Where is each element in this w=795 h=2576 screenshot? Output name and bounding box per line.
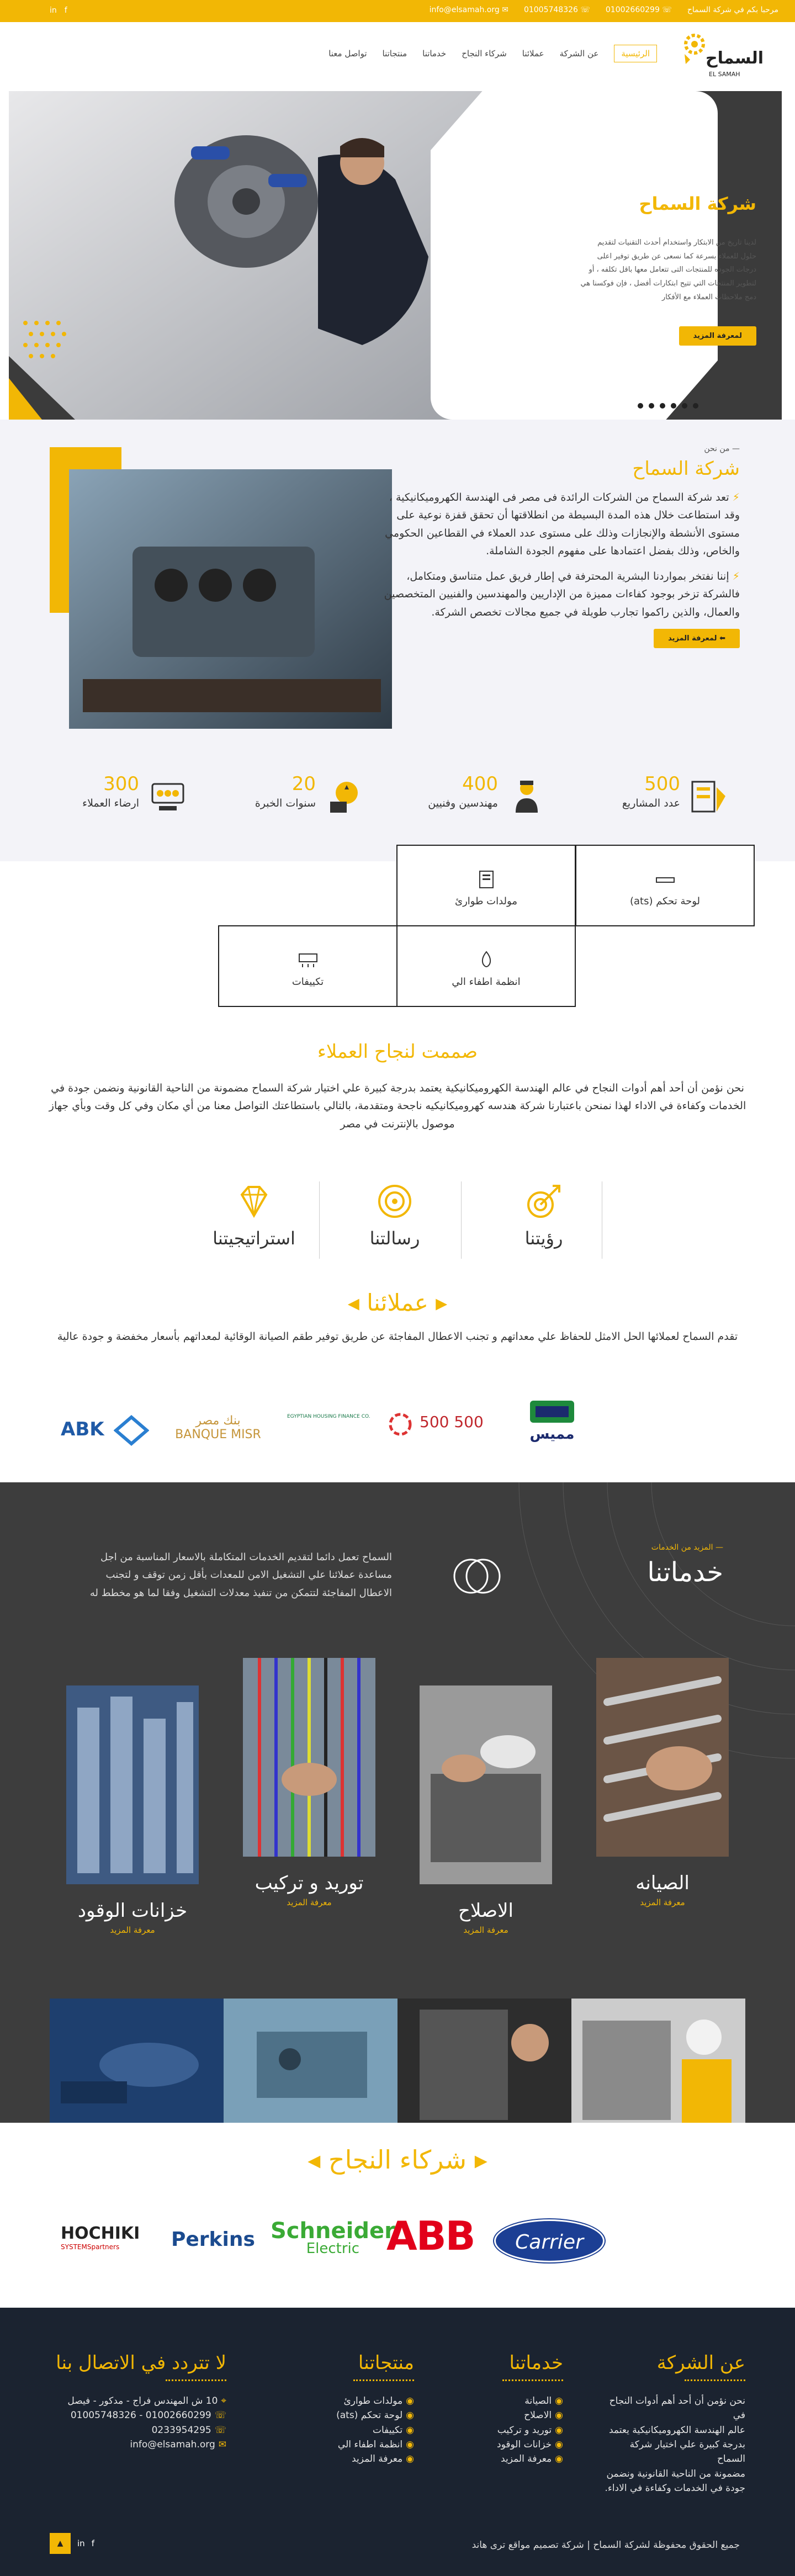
- satisfaction-icon: [148, 776, 188, 816]
- footer-email[interactable]: [50, 2437, 226, 2452]
- logo-text: السماح: [706, 49, 764, 68]
- site-logo[interactable]: [679, 28, 764, 83]
- top-email-text: info@elsamah.org: [429, 6, 500, 14]
- footer-contact: [50, 2352, 226, 2452]
- stat-experience-number: 20: [292, 773, 316, 795]
- service-maintenance-more[interactable]: معرفة المزيد: [640, 1897, 685, 1907]
- product-ac-label: تكييفات: [292, 976, 324, 988]
- schneider-sub-text: Electric: [306, 2240, 360, 2257]
- email-text: info@elsamah.org: [130, 2439, 215, 2451]
- circle-arrow-icon: ◉: [406, 2453, 414, 2465]
- circle-arrow-icon: ◉: [406, 2424, 414, 2436]
- value-mission: [326, 1181, 464, 1259]
- service-repair-more[interactable]: معرفة المزيد: [463, 1925, 508, 1935]
- partners-title-text: شركاء النجاح: [328, 2145, 467, 2175]
- envelope-icon: ✉: [218, 2439, 226, 2451]
- site-footer: [0, 2308, 795, 2576]
- gallery-photo-1: [50, 1999, 224, 2123]
- chevron-left-icon: ◂: [347, 1289, 359, 1316]
- hero-slider-dots[interactable]: [635, 397, 701, 414]
- link-text: مولدات طوارئ: [343, 2395, 403, 2407]
- product-ats-label: لوحة تحكم (ats): [629, 895, 701, 907]
- mechanic-photo-illustration: [9, 91, 486, 420]
- fire-system-icon: [475, 951, 497, 969]
- divider: [502, 2379, 563, 2382]
- divider: [685, 2379, 745, 2382]
- service-card-repair[interactable]: [420, 1685, 552, 1935]
- scroll-to-top-button[interactable]: ▲: [50, 2533, 71, 2554]
- client-logo-abk: [61, 1405, 149, 1449]
- product-fire-label: انظمة اطفاء الي: [452, 976, 521, 988]
- footer-product-link[interactable]: [304, 2437, 414, 2452]
- value-strategy: [185, 1181, 323, 1259]
- value-mission-label: رسالتنا: [369, 1228, 420, 1249]
- banque-misr-text: بنك مصر BANQUE MISR: [175, 1414, 261, 1441]
- phone-icon: ☏: [214, 2410, 226, 2421]
- service-photo-fuel-tanks: [66, 1685, 199, 1884]
- stat-projects-label: عدد المشاريع: [622, 797, 680, 809]
- works-title: [0, 1289, 795, 1316]
- footer-social: [50, 2533, 94, 2554]
- arrow-icon: ⬅: [717, 634, 725, 643]
- client-logo-egyptian-housing: EGYPTIAN HOUSING FINANCE CO.: [287, 1414, 370, 1419]
- circle-arrow-icon: ◉: [555, 2410, 563, 2421]
- footer-service-link[interactable]: [453, 2423, 563, 2437]
- client-logos: [55, 1394, 740, 1455]
- bolt-icon: ⚡: [732, 491, 740, 503]
- footer-product-link[interactable]: [304, 2408, 414, 2423]
- footer-about-line: بدرجة كبيرة علي اختيار شركة السماح: [629, 2439, 745, 2465]
- footer-service-link[interactable]: [453, 2394, 563, 2408]
- footer-phones[interactable]: [50, 2408, 226, 2423]
- about-button-label: لمعرفة المزيد: [668, 634, 717, 643]
- wrenches-photo: [596, 1658, 729, 1857]
- copyright-text: جميع الحقوق محفوظة لشركة السماح | شركة تصميم مواقع ترى هاند: [471, 2540, 740, 2551]
- link-text: الاصلاح: [524, 2410, 552, 2421]
- gallery-photo-4: [571, 1999, 745, 2123]
- linkedin-icon[interactable]: in: [77, 2538, 85, 2548]
- about-paragraph-2: [381, 568, 740, 621]
- circle-arrow-icon: ◉: [555, 2439, 563, 2451]
- nav-services[interactable]: خدماتنا: [422, 49, 447, 59]
- footer-product-link[interactable]: [304, 2423, 414, 2437]
- hero-description: لدينا تاريخ من الابتكار واستخدام أحدث التقنيات لتقديم حلول للعملاء بسرعة كما نسعى عن طريق توفير اعلى درجات الجوده للمنتجات التى تتعامل معها باقل تكلفه ، أو لتطوير المنتجات التي تتيح ابتكارات أفضل ، فإن فوكسنا هي دمج ملاحظات العملاء مع الأفكار: [580, 238, 756, 301]
- stat-satisfaction: [33, 773, 188, 823]
- phone-2-text: 01005748326: [523, 6, 578, 14]
- site-header: [0, 22, 795, 88]
- service-card-fuel-tanks[interactable]: [66, 1685, 199, 1935]
- circle-arrow-icon: ◉: [555, 2395, 563, 2407]
- client-logo-banque-misr: [168, 1404, 268, 1448]
- link-text: معرفة المزيد: [501, 2453, 552, 2465]
- logo-subtext: EL SAMAH: [709, 71, 740, 78]
- gallery-strip: [50, 1999, 745, 2123]
- chevron-right-icon: ▸: [436, 1289, 448, 1316]
- about-paragraph-1: [381, 489, 740, 560]
- phone-1-text: 01002660299: [605, 6, 660, 14]
- phone-icon: ☏: [214, 2424, 226, 2436]
- ats-panel-icon: [654, 870, 676, 889]
- about-learn-more-button[interactable]: [654, 629, 740, 648]
- value-vision-label: رؤيتنا: [524, 1228, 563, 1249]
- client-logo-500: [386, 1411, 486, 1449]
- services-tag-text: المزيد من الخدمات: [651, 1543, 713, 1552]
- nav-partners[interactable]: شركاء النجاح: [462, 49, 507, 59]
- service-card-supply[interactable]: [243, 1658, 375, 1907]
- stat-satisfaction-label: ارضاء العملاء: [82, 797, 139, 809]
- bullseye-icon: [375, 1181, 415, 1221]
- hero-photo: [9, 91, 486, 420]
- abk-mark-icon: [114, 1415, 149, 1446]
- works-title-text: عملائنا: [367, 1289, 428, 1316]
- service-photo-maintenance: [596, 1658, 729, 1857]
- footer-service-link[interactable]: [453, 2437, 563, 2452]
- nav-products[interactable]: منتجاتنا: [382, 49, 407, 59]
- hero-learn-more-button[interactable]: لمعرفة المزيد: [679, 326, 756, 346]
- top-email[interactable]: ✉ info@elsamah.org: [429, 6, 508, 14]
- footer-products: [304, 2352, 414, 2467]
- about-section: [0, 420, 795, 861]
- clients-section-description: نحن نؤمن أن أحد أهم أدوات النجاح في عالم الهندسة الكهروميكانيكية يعتمد بدرجة كبيرة علي اختيار شركة السماح مضمونة من الناحية القانونية ونضمن جودة في الخدمات وكفاءة في الاداء لهذا نمنحن باعتبارنا شركة هندسه كهروميكانيكيه ناجحة ومتقدمة، بالتالي باستطاعتك التواصل معنا من أي مكان وفي كل وقت وبأي جهاز موصول بالإنترنت في مصر: [49, 1082, 746, 1130]
- circle-arrow-icon: ◉: [406, 2410, 414, 2421]
- nav-home[interactable]: الرئيسية: [614, 45, 657, 62]
- about-title: شركة السماح: [632, 458, 740, 480]
- phone3-text: 0233954295: [151, 2424, 211, 2436]
- wiring-photo: [243, 1658, 375, 1857]
- services-tag: — المزيد من الخدمات: [651, 1543, 723, 1552]
- link-text: معرفة المزيد: [352, 2453, 403, 2465]
- circle-arrow-icon: ◉: [555, 2424, 563, 2436]
- link-text: انظمة اطفاء الي: [337, 2439, 403, 2451]
- link-text: تكييفات: [372, 2424, 403, 2436]
- location-pin-icon: ⌖: [221, 2395, 226, 2407]
- momis-text: مميس: [529, 1426, 575, 1443]
- stat-experience: [210, 773, 364, 823]
- circle-arrow-icon: ◉: [555, 2453, 563, 2465]
- about-p1-text: تعد شركة السماح من الشركات الرائدة فى مصر فى الهندسة الكهروميكانيكية ، وقد استطاعت خلال هذه المدة البسيطة من انطلاقتها أن تحقق قفزة نوعية على مستوى الأنشطة والإنجازات وذلك على مستوى عدد العملاء في القطاعين الحكومي والخاص، وذلك بفضل اعتمادها على مفهوم الجودة الشاملة.: [385, 491, 740, 557]
- footer-product-link[interactable]: [304, 2394, 414, 2408]
- service-photo-repair: [420, 1685, 552, 1884]
- stat-satisfaction-number: 300: [103, 773, 139, 795]
- stat-engineers: [392, 773, 547, 823]
- footer-services-title: خدماتنا: [509, 2352, 563, 2374]
- product-ac[interactable]: [218, 925, 398, 1007]
- service-supply-name: توريد و تركيب: [255, 1872, 364, 1894]
- engine-repair-photo: [420, 1685, 552, 1884]
- works-description: تقدم السماح لعملائها الحل الامثل للحفاظ علي معداتهم و تجنب الاعطال المفاجئة عن طريق توفير طقم الصيانة الوقائية لمعداتهم بأسعار مخفضة و جودة عالية: [57, 1331, 738, 1343]
- about-tag-text: من نحن: [704, 444, 730, 453]
- nav-contact[interactable]: تواصل معنا: [328, 49, 367, 59]
- service-photo-supply: [243, 1658, 375, 1857]
- 500-mark-icon: [386, 1411, 414, 1438]
- nav-clients[interactable]: عملائنا: [522, 49, 544, 59]
- about-p2-text: إننا نفتخر بمواردنا البشرية المحترفة في إطار فريق عمل متناسق ومتكامل، فالشركة تزخر بوجود كفاءات مميزة من الإداريين والمهندسين والفنيين المتخصصين والعمال، والذين راكموا تجارب طويلة في جميع مجالات تخصص الشركة.: [384, 570, 740, 618]
- value-strategy-label: استراتيجيتنا: [213, 1228, 295, 1249]
- footer-contact-title: لا تتردد في الاتصال بنا: [56, 2352, 226, 2374]
- link-text: لوحة تحكم (ats): [336, 2410, 403, 2421]
- stat-engineers-label: مهندسين وفنيين: [428, 797, 498, 809]
- bolt-icon: ⚡: [732, 570, 740, 583]
- phone-1[interactable]: ☏ 01002660299: [605, 6, 672, 14]
- phone-2[interactable]: ☏ 01005748326: [523, 6, 590, 14]
- footer-about-line: جودة في الخدمات وكفاءة في الاداء.: [605, 2483, 745, 2494]
- footer-phone-landline[interactable]: [50, 2423, 226, 2437]
- stat-experience-label: سنوات الخبرة: [255, 797, 316, 809]
- top-social: [50, 6, 67, 15]
- footer-about-line: مضمونة من الناحية القانونية ونضمن: [606, 2468, 745, 2479]
- product-generator-label: مولدات طوارئ: [455, 895, 517, 907]
- footer-service-link[interactable]: [453, 2408, 563, 2423]
- about-tag: — من نحن: [704, 444, 740, 453]
- projects-icon: [689, 776, 729, 816]
- facebook-icon[interactable]: f: [64, 6, 67, 15]
- footer-services: [453, 2352, 563, 2467]
- stat-projects: [574, 773, 729, 823]
- footer-about-line: نحن نؤمن أن أحد أهم أدوات النجاح في: [609, 2395, 745, 2421]
- hero-title: شركة السماح: [639, 193, 756, 214]
- partner-logo-perkins: Perkins: [171, 2228, 255, 2251]
- stat-engineers-number: 400: [462, 773, 498, 795]
- product-generator[interactable]: [396, 845, 576, 926]
- generator-icon: [475, 870, 497, 889]
- linkedin-icon[interactable]: in: [50, 6, 57, 15]
- top-contact-info: [430, 6, 778, 14]
- about-image: [50, 447, 392, 729]
- service-fuel-name: خزانات الوقود: [77, 1900, 188, 1922]
- hero-section: [0, 91, 795, 420]
- 500-text: 500 500: [420, 1413, 484, 1431]
- product-fire-system[interactable]: [396, 925, 576, 1007]
- services-description: السماح تعمل دائما لتقديم الخدمات المتكاملة بالاسعار المناسبة من اجل مساعدة عملائنا علي التشغيل الامن للمعدات بأقل زمن توقف و لتجنب الاعطال المفاجئة لتتمكن من تنفيذ معدلات التشغيل وفقا لما هو مخطط له: [89, 1551, 392, 1599]
- momis-mark-icon: [524, 1398, 580, 1426]
- link-text: خزانات الوقود: [497, 2439, 552, 2451]
- nav-about[interactable]: عن الشركة: [559, 49, 599, 59]
- service-fuel-more[interactable]: معرفة المزيد: [110, 1925, 155, 1935]
- about-text: [381, 444, 740, 648]
- link-text: الصيانة: [524, 2395, 552, 2407]
- divider: [166, 2379, 226, 2382]
- top-bar: [0, 0, 795, 22]
- hero-text: [580, 193, 756, 346]
- services-ring-icon: [453, 1551, 502, 1601]
- partner-logo-abb: ABB: [386, 2213, 475, 2259]
- footer-product-link[interactable]: [304, 2452, 414, 2466]
- hochiki-text: HOCHIKI: [61, 2224, 140, 2243]
- gallery-photo-2: [224, 1999, 398, 2123]
- partner-logos: [55, 2208, 740, 2264]
- footer-about-line: عالم الهندسة الكهروميكانيكية يعتمد: [608, 2424, 745, 2436]
- circle-arrow-icon: ◉: [406, 2395, 414, 2407]
- client-logo-momis: [508, 1398, 596, 1454]
- value-vision: [475, 1181, 613, 1259]
- stat-projects-number: 500: [644, 773, 680, 795]
- facebook-icon[interactable]: f: [91, 2538, 94, 2548]
- fuel-tanks-photo: [66, 1685, 199, 1884]
- schneider-text: Schneider: [271, 2218, 395, 2244]
- footer-address: [50, 2394, 226, 2408]
- partner-logo-hochiki: [61, 2224, 140, 2251]
- footer-about: [602, 2352, 745, 2495]
- gallery-photo-3: [398, 1999, 571, 2123]
- stats-row: [0, 773, 795, 828]
- ac-icon: [297, 951, 319, 969]
- footer-service-link[interactable]: [453, 2452, 563, 2466]
- partners-title: [0, 2145, 795, 2175]
- footer-products-title: منتجاتنا: [358, 2352, 414, 2374]
- main-nav: [328, 49, 657, 62]
- circle-arrow-icon: ◉: [406, 2439, 414, 2451]
- service-repair-name: الاصلاح: [458, 1900, 513, 1922]
- diamond-icon: [234, 1181, 274, 1221]
- link-text: توريد و تركيب: [497, 2424, 552, 2436]
- hochiki-sub-text: SYSTEMSpartners: [61, 2243, 120, 2251]
- welcome-text: مرحبا بكم في شركة السماح: [687, 6, 778, 14]
- address-text: 10 ش المهندس فراج - مدكور - فيصل: [67, 2395, 218, 2407]
- engineers-icon: [507, 776, 547, 816]
- services-title: خدماتنا: [647, 1557, 723, 1588]
- divider: [353, 2379, 414, 2382]
- partner-logo-carrier: Carrier: [494, 2219, 605, 2262]
- engine-photo-illustration: [50, 447, 392, 729]
- chevron-left-icon: ◂: [308, 2145, 321, 2175]
- clients-section-title: صممت لنجاح العملاء: [317, 1041, 478, 1063]
- target-arrow-icon: [524, 1181, 564, 1221]
- product-ats-panel[interactable]: [575, 845, 755, 926]
- experience-icon: [325, 776, 364, 816]
- partner-logo-schneider: [271, 2218, 395, 2257]
- phones-text: 01002660299 - 01005748326: [70, 2410, 211, 2421]
- footer-about-title: عن الشركة: [656, 2352, 745, 2374]
- service-card-maintenance[interactable]: [596, 1658, 729, 1907]
- chevron-right-icon: ▸: [474, 2145, 487, 2175]
- abk-text: ABK: [61, 1418, 104, 1440]
- service-supply-more[interactable]: معرفة المزيد: [287, 1897, 332, 1907]
- service-maintenance-name: الصيانه: [635, 1872, 690, 1894]
